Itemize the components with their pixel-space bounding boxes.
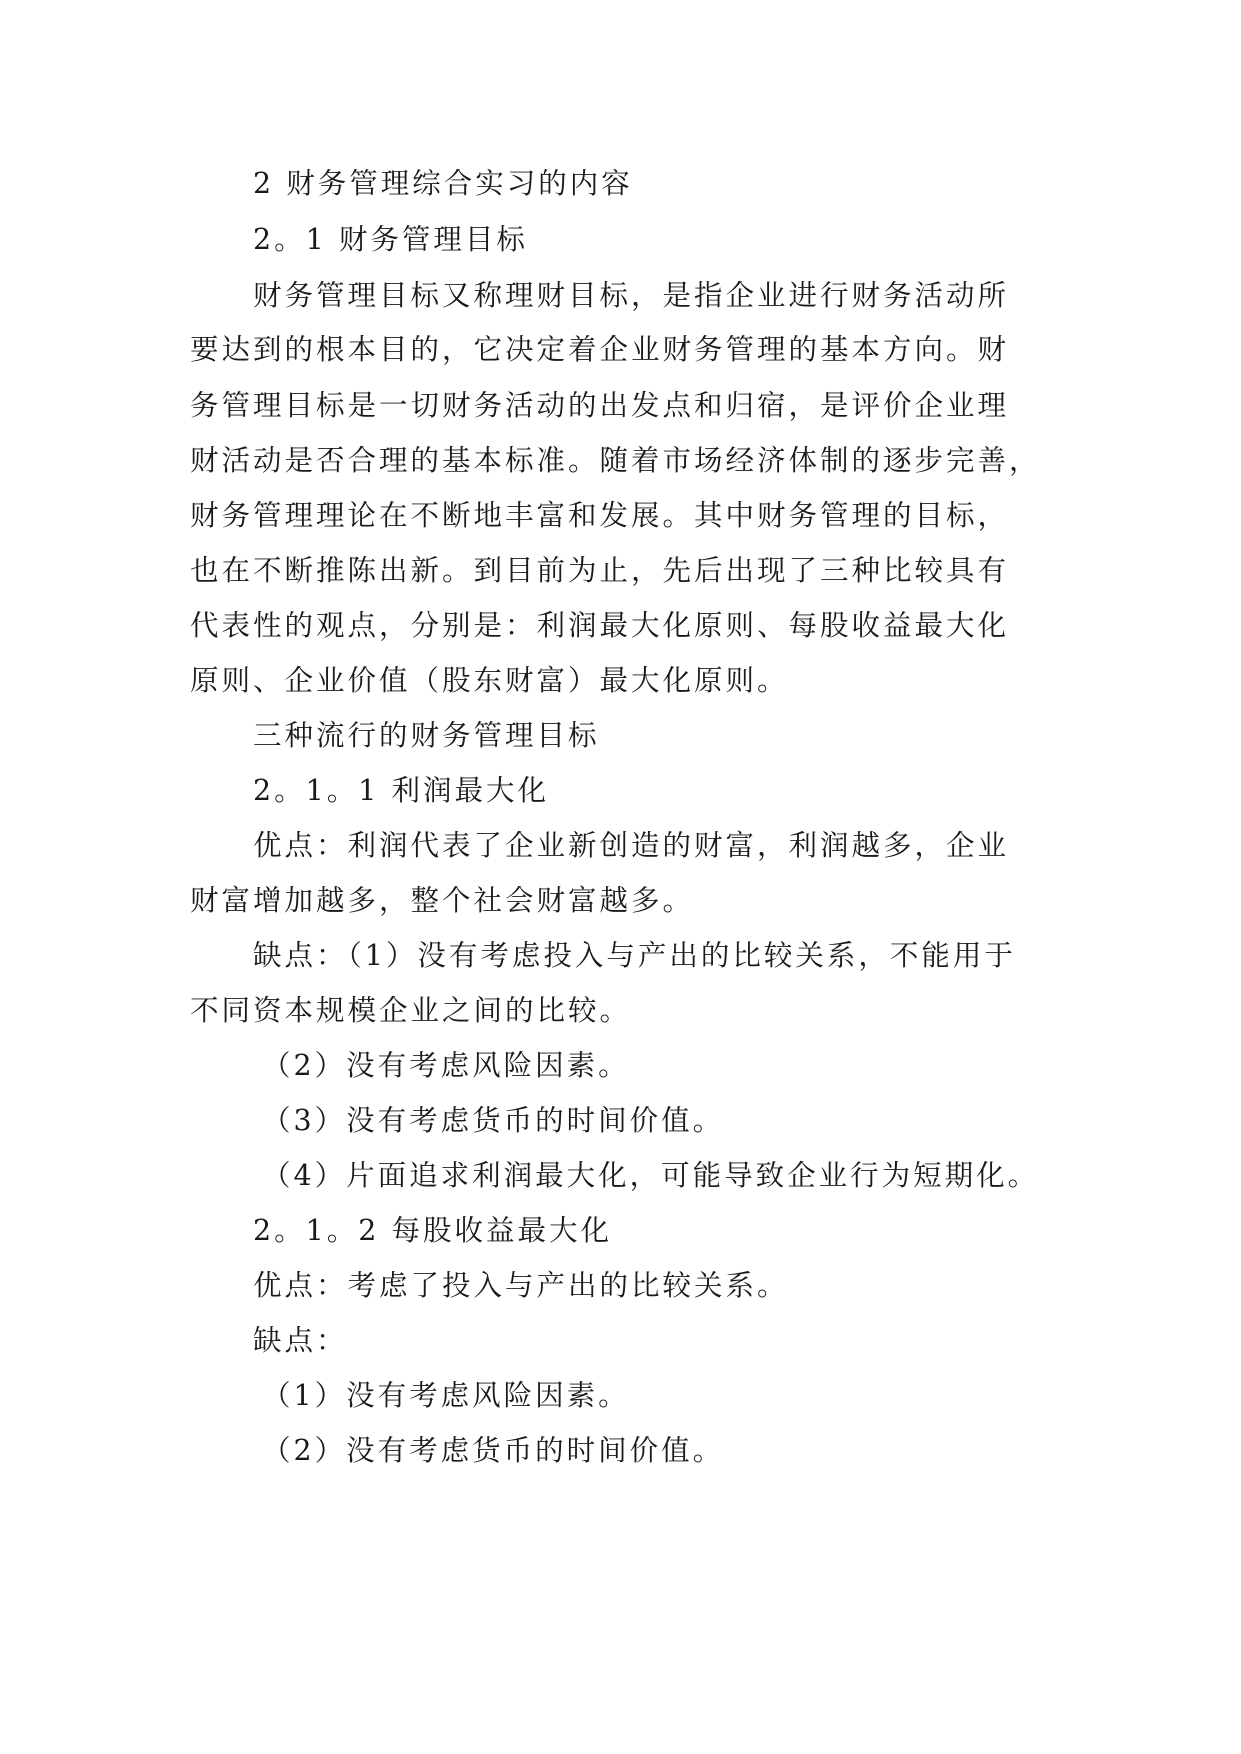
list-item: （2）没有考虑风险因素。 <box>262 1049 630 1082</box>
paragraph-line: 三种流行的财务管理目标 <box>253 719 600 752</box>
paragraph-line: 财富增加越多，整个社会财富越多。 <box>190 884 695 917</box>
list-item: （2）没有考虑货币的时间价值。 <box>262 1434 725 1467</box>
paragraph-line: 也在不断推陈出新。到目前为止，先后出现了三种比较具有 <box>190 554 1010 587</box>
subsection-heading: 2。1。1 利润最大化 <box>253 774 549 807</box>
paragraph-line: 务管理目标是一切财务活动的出发点和归宿，是评价企业理 <box>190 389 1010 422</box>
paragraph-line: 财务管理目标又称理财目标，是指企业进行财务活动所 <box>253 279 1010 312</box>
paragraph-line: 财务管理理论在不断地丰富和发展。其中财务管理的目标， <box>190 499 1010 532</box>
paragraph-line: 代表性的观点，分别是：利润最大化原则、每股收益最大化 <box>190 609 1010 642</box>
paragraph-line: 要达到的根本目的，它决定着企业财务管理的基本方向。财 <box>190 333 1010 366</box>
paragraph-line: 缺点： <box>253 1324 348 1357</box>
list-item: （4）片面追求利润最大化，可能导致企业行为短期化。 <box>262 1159 1040 1192</box>
paragraph-line: 优点：考虑了投入与产出的比较关系。 <box>253 1269 789 1302</box>
paragraph-line: 缺点：（1）没有考虑投入与产出的比较关系，不能用于 <box>253 939 1016 972</box>
paragraph-line: 优点：利润代表了企业新创造的财富，利润越多，企业 <box>253 829 1010 862</box>
subsection-heading: 2。1 财务管理目标 <box>253 223 528 256</box>
section-heading: 2 财务管理综合实习的内容 <box>253 167 633 200</box>
list-item: （3）没有考虑货币的时间价值。 <box>262 1104 725 1137</box>
paragraph-line: 不同资本规模企业之间的比较。 <box>190 994 632 1027</box>
paragraph-line: 原则、企业价值（股东财富）最大化原则。 <box>190 664 789 697</box>
paragraph-line: 财活动是否合理的基本标准。随着市场经济体制的逐步完善， <box>190 444 1041 477</box>
subsection-heading: 2。1。2 每股收益最大化 <box>253 1214 612 1247</box>
list-item: （1）没有考虑风险因素。 <box>262 1379 630 1412</box>
